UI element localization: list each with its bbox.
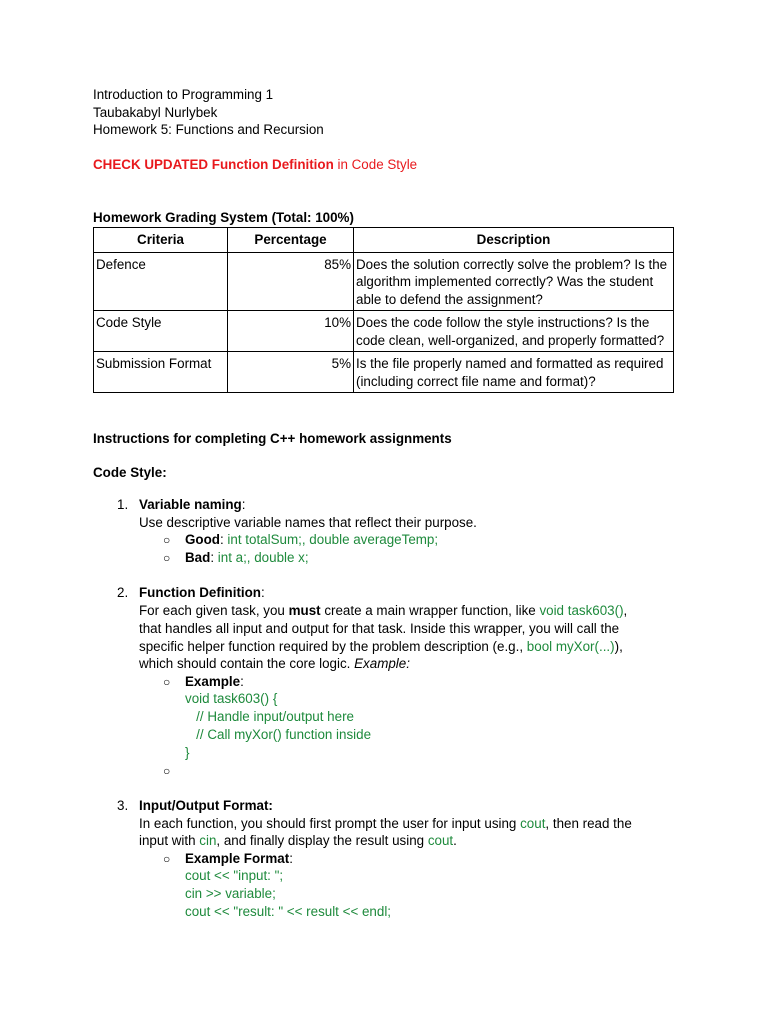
table-header-row xyxy=(94,228,674,253)
item-number: 2. xyxy=(117,585,129,600)
course-title: Introduction to Programming 1 xyxy=(93,87,274,102)
io-format-line: In each function, you should first prompt the user for input using cout, then read the xyxy=(139,816,632,831)
bullet-icon: ○ xyxy=(163,533,171,547)
table-row xyxy=(94,311,674,352)
update-notice xyxy=(93,156,417,174)
item-number: 3. xyxy=(117,798,129,813)
homework-title: Homework 5: Functions and Recursion xyxy=(93,122,324,137)
student-name: Taubakabyl Nurlybek xyxy=(93,105,218,120)
code-line: } xyxy=(185,745,190,760)
function-definition-line: which should contain the core logic. Example: xyxy=(139,656,410,671)
function-definition-line: that handles all input and output for that task. Inside this wrapper, you will call the xyxy=(139,621,620,636)
code-line: void task603() { xyxy=(185,691,278,706)
example-heading: Example: xyxy=(185,674,244,689)
bad-example: Bad: int a;, double x; xyxy=(185,550,309,565)
bullet-icon: ○ xyxy=(163,551,171,565)
bullet-icon: ○ xyxy=(163,764,171,778)
grading-table xyxy=(93,227,674,393)
description-cell: Is the file properly named and formatted as required (including correct file name and format)? xyxy=(354,352,674,393)
function-definition-heading: Function Definition: xyxy=(139,585,265,600)
example-format-heading: Example Format: xyxy=(185,851,293,866)
variable-naming-desc: Use descriptive variable names that reflect their purpose. xyxy=(139,515,477,530)
header-percentage: Percentage xyxy=(228,228,354,253)
grading-title: Homework Grading System (Total: 100%) xyxy=(93,210,354,225)
table-row xyxy=(94,352,674,393)
variable-naming-heading: Variable naming: xyxy=(139,497,246,512)
code-line: cout << "result: " << result << endl; xyxy=(185,904,392,919)
notice-suffix: in Code Style xyxy=(333,157,418,172)
code-line: cout << "input: "; xyxy=(185,868,284,883)
code-style-title: Code Style: xyxy=(93,465,167,480)
header-criteria: Criteria xyxy=(94,228,228,253)
table-row xyxy=(94,252,674,311)
criteria-cell: Submission Format xyxy=(94,352,228,393)
percentage-cell: 10% xyxy=(228,311,354,352)
code-line: cin >> variable; xyxy=(185,886,276,901)
code-line: // Call myXor() function inside xyxy=(185,727,372,742)
item-number: 1. xyxy=(117,497,129,512)
notice-highlight: CHECK UPDATED Function Definition xyxy=(93,157,334,172)
code-line: // Handle input/output here xyxy=(185,709,354,724)
good-example: Good: int totalSum;, double averageTemp; xyxy=(185,532,439,547)
function-definition-line: specific helper function required by the problem description (e.g., bool myXor(...)), xyxy=(139,639,623,654)
description-cell: Does the code follow the style instructions? Is the code clean, well-organized, and properly formatted? xyxy=(354,311,674,352)
criteria-cell: Code Style xyxy=(94,311,228,352)
bullet-icon: ○ xyxy=(163,852,171,866)
percentage-cell: 85% xyxy=(228,252,354,311)
description-cell: Does the solution correctly solve the problem? Is the algorithm implemented correctly? Was the student able to defend the assignment? xyxy=(354,252,674,311)
criteria-cell: Defence xyxy=(94,252,228,311)
io-format-line: input with cin, and finally display the result using cout. xyxy=(139,833,457,848)
instructions-title: Instructions for completing C++ homework assignments xyxy=(93,431,452,446)
bullet-icon: ○ xyxy=(163,675,171,689)
io-format-heading: Input/Output Format: xyxy=(139,798,273,813)
percentage-cell: 5% xyxy=(228,352,354,393)
header-description: Description xyxy=(354,228,674,253)
function-definition-line: For each given task, you must create a main wrapper function, like void task603(), xyxy=(139,603,628,618)
